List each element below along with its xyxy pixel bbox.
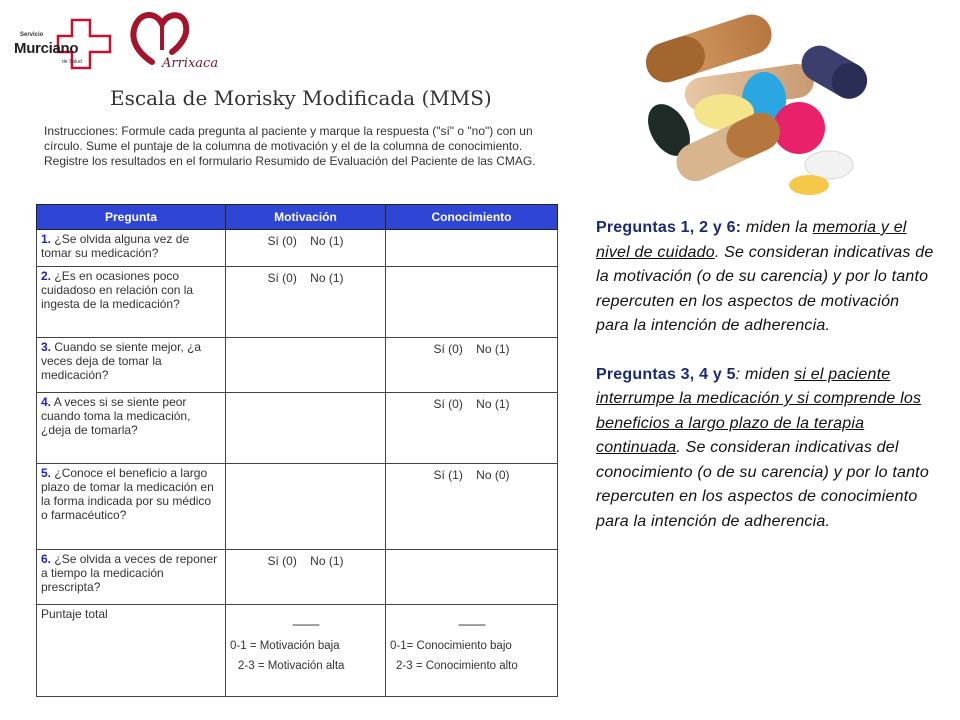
- header-conocimiento: Conocimiento: [386, 205, 558, 230]
- question-number: 5.: [41, 466, 52, 480]
- motivacion-cell: [226, 464, 386, 550]
- table-row: [37, 393, 558, 464]
- table-row: [37, 550, 558, 605]
- question-text: ¿Se olvida alguna vez de tomar su medicación?: [41, 232, 190, 260]
- answer-no: No (1): [476, 342, 510, 356]
- motivacion-low: 0-1 = Motivación baja: [230, 640, 340, 652]
- conocimiento-dash: ---------: [458, 617, 485, 631]
- motivacion-cell: [226, 338, 386, 393]
- question-number: 1.: [41, 232, 52, 246]
- question-number: 3.: [41, 340, 52, 354]
- question-text: Cuando se siente mejor, ¿a veces deja de tomar la medicación?: [41, 340, 202, 382]
- answer-no: No (1): [310, 271, 344, 285]
- question-cell: [37, 550, 226, 605]
- table-row: [37, 267, 558, 338]
- document-title: Escala de Morisky Modificada (MMS): [110, 86, 492, 110]
- question-text: ¿Se olvida a veces de reponer a tiempo la medicación prescripta?: [41, 552, 218, 594]
- conocimiento-cell: [386, 550, 558, 605]
- answer-si: Sí (0): [267, 271, 297, 285]
- answer-si: Sí (0): [433, 342, 463, 356]
- arrixaca-wordmark: Arrixaca: [162, 56, 219, 71]
- answer-si: Sí (0): [433, 397, 463, 411]
- note2-text-b: . Se consideran indicativas del conocimiento (o de su carencia) y por lo tanto repercuten en los aspectos de conocimiento para la intención de adherencia.: [596, 439, 929, 530]
- question-number: 6.: [41, 552, 52, 566]
- motivacion-cell: [226, 550, 386, 605]
- conocimiento-cell: [386, 338, 558, 393]
- conocimiento-cell: [386, 393, 558, 464]
- motivacion-cell: [226, 393, 386, 464]
- note-paragraph-1: [596, 216, 936, 339]
- total-label: Puntaje total: [37, 605, 226, 697]
- conocimiento-high: 2-3 = Conocimiento alto: [396, 660, 518, 672]
- question-text: ¿Es en ocasiones poco cuidadoso en relación con la ingesta de la medicación?: [41, 269, 194, 311]
- note2-text-a: : miden: [735, 365, 795, 383]
- note1-heading: Preguntas 1, 2 y 6:: [596, 219, 742, 236]
- question-cell: [37, 267, 226, 338]
- answer-si: Sí (1): [433, 468, 463, 482]
- answer-no: No (0): [476, 468, 510, 482]
- question-cell: [37, 393, 226, 464]
- answer-si: Sí (0): [267, 554, 297, 568]
- header-motivacion: Motivación: [226, 205, 386, 230]
- note2-underlined: si el paciente interrumpe la medicación y si comprende los beneficios a largo plazo de la terapia continuada: [596, 365, 922, 456]
- table-row: [37, 464, 558, 550]
- note1-text-b: . Se consideran indicativas de la motivación (o de su carencia) y por lo tanto repercuten en los aspectos de motivación para la intención de adherencia.: [596, 243, 934, 334]
- motivacion-dash: ---------: [292, 617, 319, 631]
- sms-line1: Servicio: [20, 32, 44, 38]
- pills-image: [604, 0, 884, 206]
- table-row: [37, 338, 558, 393]
- question-text: A veces si se siente peor cuando toma la medicación, ¿deja de tomarla?: [41, 395, 191, 437]
- note-paragraph-2: [596, 363, 936, 535]
- answer-si: Sí (0): [267, 234, 297, 248]
- question-cell: [37, 464, 226, 550]
- note2-heading: Preguntas 3, 4 y 5: [596, 365, 736, 383]
- morisky-scale-table: [36, 204, 558, 697]
- table-row: [37, 230, 558, 267]
- motivacion-total-cell: [226, 605, 386, 697]
- question-cell: [37, 230, 226, 267]
- motivacion-cell: [226, 230, 386, 267]
- conocimiento-low: 0-1= Conocimiento bajo: [390, 640, 512, 652]
- table-row-total: [37, 605, 558, 697]
- question-number: 4.: [41, 395, 52, 409]
- arrixaca-logo: [128, 6, 224, 76]
- question-number: 2.: [41, 269, 52, 283]
- question-cell: [37, 338, 226, 393]
- conocimiento-cell: [386, 230, 558, 267]
- question-text: ¿Conoce el beneficio a largo plazo de tomar la medicación en la forma indicada por su médico o farmacéutico?: [41, 466, 214, 522]
- answer-no: No (1): [310, 234, 344, 248]
- motivacion-high: 2-3 = Motivación alta: [238, 660, 345, 672]
- note1-text-a: miden la: [741, 219, 813, 236]
- sms-line2: Murciano: [14, 40, 79, 57]
- instructions-text: Instrucciones: Formule cada pregunta al paciente y marque la respuesta ("sí" o "no") con un círculo. Sume el puntaje de la columna de motivación y el de la columna de conocimiento. Registre los resultados en el formulario Resumido de Evaluación del Paciente de las CMAG.: [44, 124, 536, 168]
- answer-no: No (1): [310, 554, 344, 568]
- sms-line3: de Salud: [62, 59, 82, 65]
- motivacion-cell: [226, 267, 386, 338]
- answer-no: No (1): [476, 397, 510, 411]
- note1-underlined: memoria y el nivel de cuidado: [596, 219, 907, 261]
- header-pregunta: Pregunta: [37, 205, 226, 230]
- conocimiento-cell: [386, 464, 558, 550]
- side-notes: [596, 216, 936, 558]
- conocimiento-cell: [386, 267, 558, 338]
- servicio-murciano-logo: [6, 12, 114, 72]
- conocimiento-total-cell: [386, 605, 558, 697]
